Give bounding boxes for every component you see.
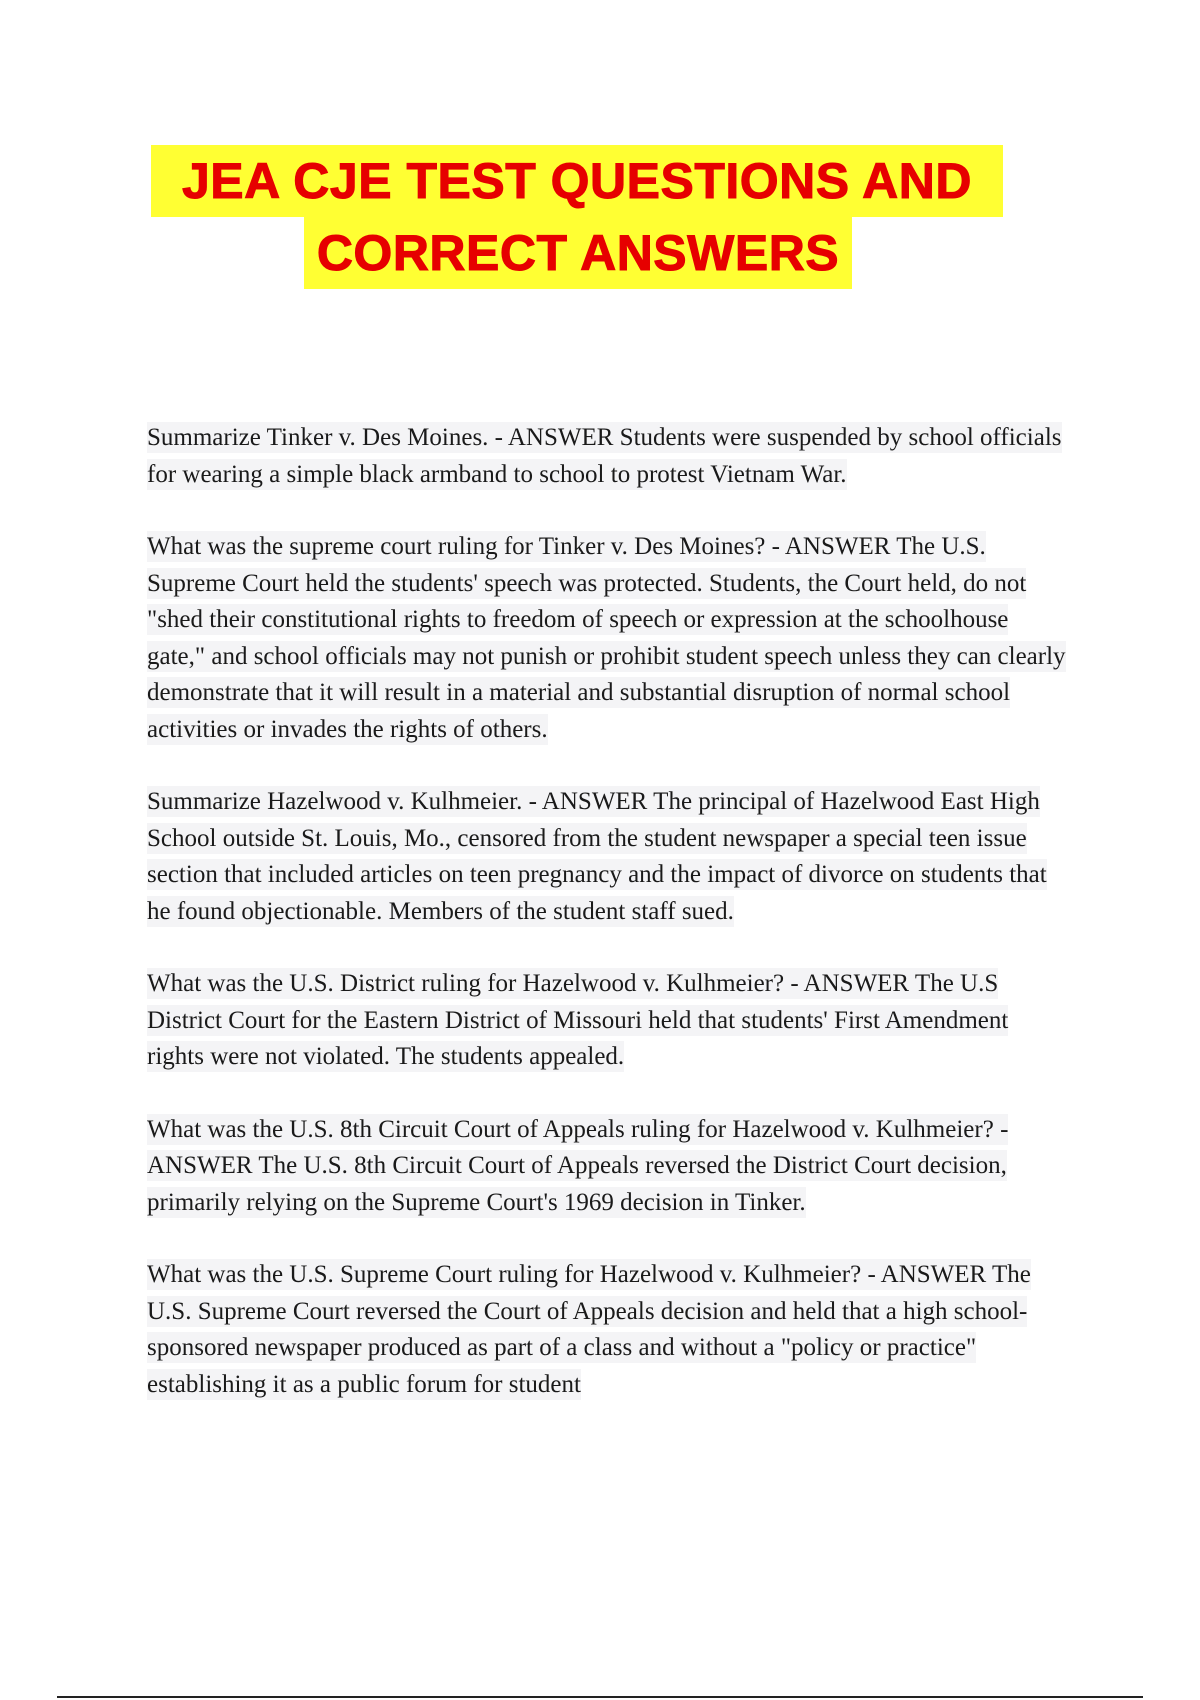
qa-item [147, 420, 1067, 493]
answer-separator: - ANSWER [765, 533, 897, 560]
question-text: Summarize Hazelwood v. Kulhmeier. [147, 788, 523, 815]
qa-item [147, 529, 1067, 748]
qa-text [147, 422, 1062, 490]
answer-separator: - ANSWER [784, 970, 915, 997]
title-line-2: CORRECT ANSWERS [304, 217, 852, 289]
title-line-1: JEA CJE TEST QUESTIONS AND [151, 145, 1003, 217]
answer-text: The U.S. 8th Circuit Court of Appeals reversed the District Court decision, primarily relying on the Supreme Court's 1969 decision in Tinker. [147, 1152, 1007, 1216]
question-text: What was the U.S. District ruling for Hazelwood v. Kulhmeier? [147, 970, 785, 997]
footer-rule [57, 1696, 1143, 1698]
question-text: What was the supreme court ruling for Tinker v. Des Moines? [147, 533, 766, 560]
qa-item [147, 966, 1067, 1076]
answer-text: The U.S. Supreme Court reversed the Court of Appeals decision and held that a high school-sponsored newspaper produced as part of a class and without a "policy or practice" establishing it as a public forum for student [147, 1261, 1031, 1398]
qa-list [147, 420, 1067, 1439]
answer-text: Students were suspended by school officials for wearing a simple black armband to school to protest Vietnam War. [147, 424, 1062, 488]
question-text: What was the U.S. Supreme Court ruling for Hazelwood v. Kulhmeier? [147, 1261, 862, 1288]
qa-text [147, 968, 1008, 1072]
answer-separator: - ANSWER [861, 1261, 992, 1288]
qa-item [147, 1257, 1067, 1403]
qa-text [147, 1259, 1031, 1400]
answer-text: The principal of Hazelwood East High School outside St. Louis, Mo., censored from the student newspaper a special teen issue section that included articles on teen pregnancy and the impact of divorce on students that he found objectionable. Members of the student staff sued. [147, 788, 1047, 925]
answer-text: The U.S. Supreme Court held the students' speech was protected. Students, the Court held, do not "shed their constitutional rights to freedom of speech or expression at the schoolhouse gate," and school officials may not punish or prohibit student speech unless they can clearly demonstrate that it will result in a material and substantial disruption of normal school activities or invades the rights of others. [147, 533, 1066, 743]
qa-text [147, 1114, 1008, 1218]
answer-separator: - ANSWER [488, 424, 620, 451]
question-text: Summarize Tinker v. Des Moines. [147, 424, 489, 451]
qa-text [147, 531, 1066, 745]
qa-text [147, 786, 1047, 927]
answer-separator: - ANSWER [147, 1115, 1009, 1179]
answer-separator: - ANSWER [522, 788, 654, 815]
qa-item [147, 1112, 1067, 1222]
question-text: What was the U.S. 8th Circuit Court of Appeals ruling for Hazelwood v. Kulhmeier? [147, 1115, 994, 1143]
qa-item [147, 784, 1067, 930]
answer-text: The U.S District Court for the Eastern District of Missouri held that students' First Amendment rights were not violated. The students appealed. [147, 970, 1009, 1070]
